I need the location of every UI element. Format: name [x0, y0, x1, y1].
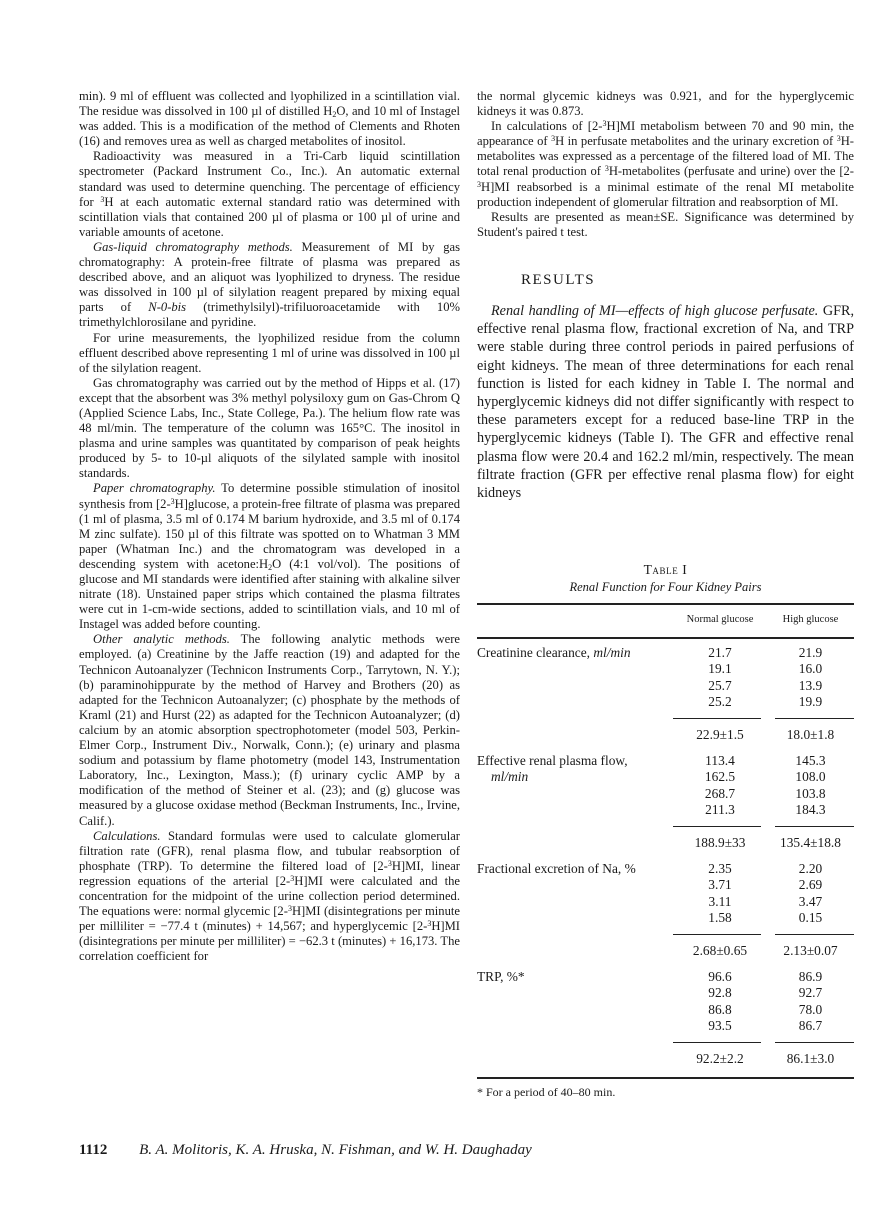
cell-high: 108.0	[795, 769, 826, 785]
table-body	[477, 605, 854, 637]
sum-rule	[673, 1042, 761, 1051]
right-column	[477, 89, 854, 502]
section-run-in-heading: Paper chromatography.	[93, 481, 216, 496]
page-footer	[79, 1142, 532, 1159]
sum-rule-row	[477, 710, 854, 727]
section-run-in-heading: Other analytic methods.	[93, 632, 230, 647]
mean-high: 2.13±0.07	[783, 943, 838, 959]
cell-high: 2.69	[798, 877, 823, 893]
cell-high: 145.3	[795, 753, 826, 769]
table-row	[477, 786, 854, 802]
cell-normal: 93.5	[708, 1017, 732, 1033]
table-row	[477, 1002, 854, 1018]
mean-normal: 2.68±0.65	[692, 943, 748, 959]
cell-normal: 21.7	[708, 645, 732, 661]
row-label-unit: ml/min	[491, 769, 529, 785]
cell-normal: 25.2	[708, 693, 732, 709]
sum-rule-row	[477, 926, 854, 943]
sum-rule	[673, 718, 761, 727]
paragraph: min). 9 ml of effluent was collected and lyophilized in a scintillation vial. The residue was dissolved in 100 µl of distilled $H_2O$, and 10 ml of Instagel was added. This is a modification of the method of Clements and Rhoten (16) and removes urea as well as charged metabolites of inositol.	[79, 89, 460, 149]
mean-row	[477, 1051, 854, 1077]
cell-high: 92.7	[798, 985, 823, 1001]
cell-normal: 2.35	[708, 861, 732, 877]
cell-normal: 86.8	[708, 1001, 732, 1017]
paragraph: For urine measurements, the lyophilized residue from the column effluent described above representing 1 ml of urine was dissolved in 100 µl of the silylation reagent.	[79, 330, 460, 375]
table-row	[477, 969, 854, 985]
mean-normal: 22.9±1.5	[696, 727, 744, 743]
row-label: Fractional excretion of Na, %	[477, 861, 636, 877]
table-row	[477, 910, 854, 926]
page-number: 1112	[79, 1142, 108, 1158]
paragraph: Gas chromatography was carried out by the method of Hipps et al. (17) except that the absorbent was 3% methyl polysiloxy gum on Gas-Chrom Q (Applied Science Labs, Inc., State College, Pa.). The helium flow rate was 48 ml/min. The temperature of the column was 165°C. The inositol in plasma and urine samples was quantitated by comparison of peak heights produced by 5- to 10-µl aliquots of the silylated sample with inositol standards.	[79, 375, 460, 481]
table-row	[477, 1018, 854, 1034]
cell-high: 184.3	[795, 801, 826, 817]
table-row	[477, 877, 854, 893]
column-header-high: High glucose	[782, 614, 839, 625]
cell-normal: 19.1	[708, 661, 732, 677]
cell-normal: 113.4	[705, 753, 735, 769]
cell-normal: 3.11	[708, 893, 732, 909]
section-run-in-heading: Calculations.	[93, 828, 161, 843]
cell-high: 86.7	[798, 1017, 823, 1033]
sum-rule	[775, 718, 854, 727]
mean-normal: 188.9±33	[694, 835, 746, 851]
cell-normal: 3.71	[708, 877, 732, 893]
table-row	[477, 645, 854, 661]
cell-normal: 92.8	[708, 985, 732, 1001]
table-row	[477, 802, 854, 818]
table-footnote: * For a period of 40–80 min.	[477, 1085, 616, 1100]
table-row	[477, 985, 854, 1001]
paragraph-paper-chromatography: Paper chromatography. To determine possible stimulation of inositol synthesis from [2-$^3$H]glucose, a protein-free filtrate of plasma was prepared (1 ml of plasma, 3.5 ml of 0.174 M barium hydroxide, and 3.5 ml of 0.174 M zinc sulfate). 150 µl of this filtrate was spotted on to Whatman 3 MM paper (Whatman Inc.) and the chromatogram was developed in a descending system with $acetone:H_2O$ (4:1 vol/vol). The positions of glucose and MI standards were identified after staining with alkaline silver nitrate (18). Unstained paper strips which contained the plasma filtrates were cut in 1-cm-wide sections, added to scintillation vials, and 10 ml of Instagel was added before counting.	[79, 481, 460, 632]
cell-high: 103.8	[795, 785, 826, 801]
table-1	[477, 562, 854, 1100]
cell-high: 78.0	[798, 1001, 823, 1017]
row-label: Creatinine clearance, ml/min	[477, 645, 631, 661]
mean-normal: 92.2±2.2	[696, 1051, 744, 1067]
cell-normal: 96.6	[708, 969, 732, 985]
cell-normal: 211.3	[705, 801, 735, 817]
paragraph-gas-liquid: Gas-liquid chromatography methods. Measurement of MI by gas chromatography: A protein-free filtrate of plasma was prepared as described above, and an aliquot was lyophilized to dryness. The residue was dissolved in 100 µl of silylation reagent prepared by mixing equal parts of N-0-bis (trimethylsilyl)-trifiluoroacetamide with 10% trimethylchlorosilane and pyridine.	[79, 239, 460, 330]
cell-normal: 268.7	[704, 785, 736, 801]
author-line: B. A. Molitoris, K. A. Hruska, N. Fishman, and W. H. Daughaday	[139, 1142, 532, 1158]
sum-rule-row	[477, 818, 854, 835]
table-row	[477, 678, 854, 694]
paragraph: Radioactivity was measured in a Tri-Carb liquid scintillation spectrometer (Packard Instrument Co., Inc.). An automatic external standard was used to determine quenching. The percentage of efficiency for $^3$H at each automatic external standard ratio was determined with scintillation vials that contained 200 µl of plasma or 100 µl of urine and variable amounts of acetone.	[79, 149, 460, 239]
table-bottom-rule	[477, 1077, 854, 1079]
table-row	[477, 753, 854, 769]
sum-rule	[673, 934, 761, 943]
mean-row	[477, 835, 854, 861]
paragraph-calculations: Calculations. Standard formulas were used to calculate glomerular filtration rate (GFR), renal plasma flow, and tubular reabsorption of phosphate (TRP). To determine the filtered load of [2-$^3$H]MI, linear regression equations of the arterial [2-$^3$H]MI were calculated and the concentration for the midpoint of the urine collection period determined. The equations were: normal glycemic [2-$^3$H]MI (disintegrations per minute per milliliter = −77.4 t (minutes) + 14,567; and hyperglycemic [2-$^3$H]MI (disintegrations per minute per milliliter) = −62.3 t (minutes) + 16,173. The correlation coefficient for	[79, 828, 460, 964]
table-row	[477, 861, 854, 877]
column-header-normal: Normal glucose	[686, 614, 754, 625]
table-row	[477, 694, 854, 710]
table-row	[477, 769, 854, 785]
cell-high: 19.9	[798, 693, 823, 709]
table-subtitle: Renal Function for Four Kidney Pairs	[569, 580, 762, 594]
paragraph: Results are presented as mean±SE. Significance was determined by Student's paired t test.	[477, 209, 854, 239]
mean-high: 135.4±18.8	[780, 835, 841, 851]
table-row	[477, 661, 854, 677]
cell-high: 2.20	[798, 861, 823, 877]
paragraph: In calculations of [2-$^3$H]MI metabolism between 70 and 90 min, the appearance of $^3$H in perfusate metabolites and the urinary excretion of $^3$H-metabolites was expressed as a percentage of the filtered load of MI. The total renal production of $^3$H-metabolites (perfusate and urine) over the [2-$^3$H]MI reabsorbed is a minimal estimate of the renal MI metabolite production independent of glomerular filtration and reabsorption of MI.	[477, 119, 855, 209]
cell-normal: 162.5	[704, 769, 736, 785]
paragraph-other-analytic-methods: Other analytic methods. The following analytic methods were employed. (a) Creatinine by the Jaffe reaction (19) and adapted for the Technicon Autoanalyzer (Technicon Instruments Corp., Tarrytown, N. Y.); (b) paraminohippurate by the method of Harvey and Brothers (20) as adapted for the Technicon Autoanalyzer; (c) phosphate by the methods of Kraml (21) and Hurst (22) as adapted for the Technicon Autoanalyzer; (d) calcium by an atomic absorption spectrophotometer (model 503, Perkin-Elmer Corp., Instrument Div., Norwalk, Conn.); (e) urinary and plasma sodium and potassium by flame photometry (model 143, Instrumentation Laboratory, Inc., Lexington, Mass.); (f) urinary cyclic AMP by a modification of the method of Steiner et al. (23); and (g) glucose was measured by a glucose oxidase method (Beckman Instruments, Inc., Irvine, Calif.).	[79, 632, 461, 828]
cell-high: 86.9	[798, 969, 823, 985]
sum-rule	[673, 826, 761, 835]
paragraph: the normal glycemic kidneys was 0.921, and for the hyperglycemic kidneys it was 0.873.	[477, 89, 854, 119]
left-column	[79, 89, 460, 964]
sum-rule	[775, 934, 854, 943]
cell-high: 21.9	[798, 645, 823, 661]
mean-row	[477, 727, 854, 753]
cell-normal: 25.7	[708, 677, 732, 693]
section-run-in-heading: Renal handling of MI—effects of high glucose perfusate.	[491, 303, 819, 320]
sum-rule-row	[477, 1034, 854, 1051]
section-run-in-heading: Gas-liquid chromatography methods.	[93, 239, 293, 254]
mean-high: 86.1±3.0	[786, 1051, 835, 1067]
table-row	[477, 894, 854, 910]
cell-high: 3.47	[798, 893, 823, 909]
sum-rule	[775, 1042, 854, 1051]
cell-normal: 1.58	[708, 909, 732, 925]
table-rows	[477, 645, 854, 1077]
row-label: TRP, %*	[477, 969, 525, 985]
mean-high: 18.0±1.8	[786, 727, 835, 743]
sum-rule	[775, 826, 854, 835]
table-header-rule	[477, 637, 854, 639]
paragraph-renal-handling: Renal handling of MI—effects of high glucose perfusate. GFR, effective renal plasma flow, fractional excretion of Na, and TRP were stable during three control periods in paired perfusions of eight kidneys. The mean of three determinations for each renal function is listed for each kidney in Table I. The normal and hyperglycemic kidneys did not differ significantly with respect to these parameters except for a reduced base-line TRP in the hyperglycemic kidneys (Table I). The GFR and effective renal plasma flow were 20.4 and 162.2 ml/min, respectively. The mean filtrate fraction (GFR per effective renal plasma flow) for eight kidneys	[477, 303, 854, 502]
mean-row	[477, 943, 854, 969]
cell-high: 13.9	[798, 677, 823, 693]
row-label: Effective renal plasma flow,	[477, 753, 628, 769]
table-title: Table I	[643, 562, 688, 577]
section-heading-results: RESULTS	[521, 271, 596, 288]
table-header-row	[477, 605, 854, 637]
cell-high: 0.15	[798, 909, 823, 925]
cell-high: 16.0	[798, 661, 823, 677]
